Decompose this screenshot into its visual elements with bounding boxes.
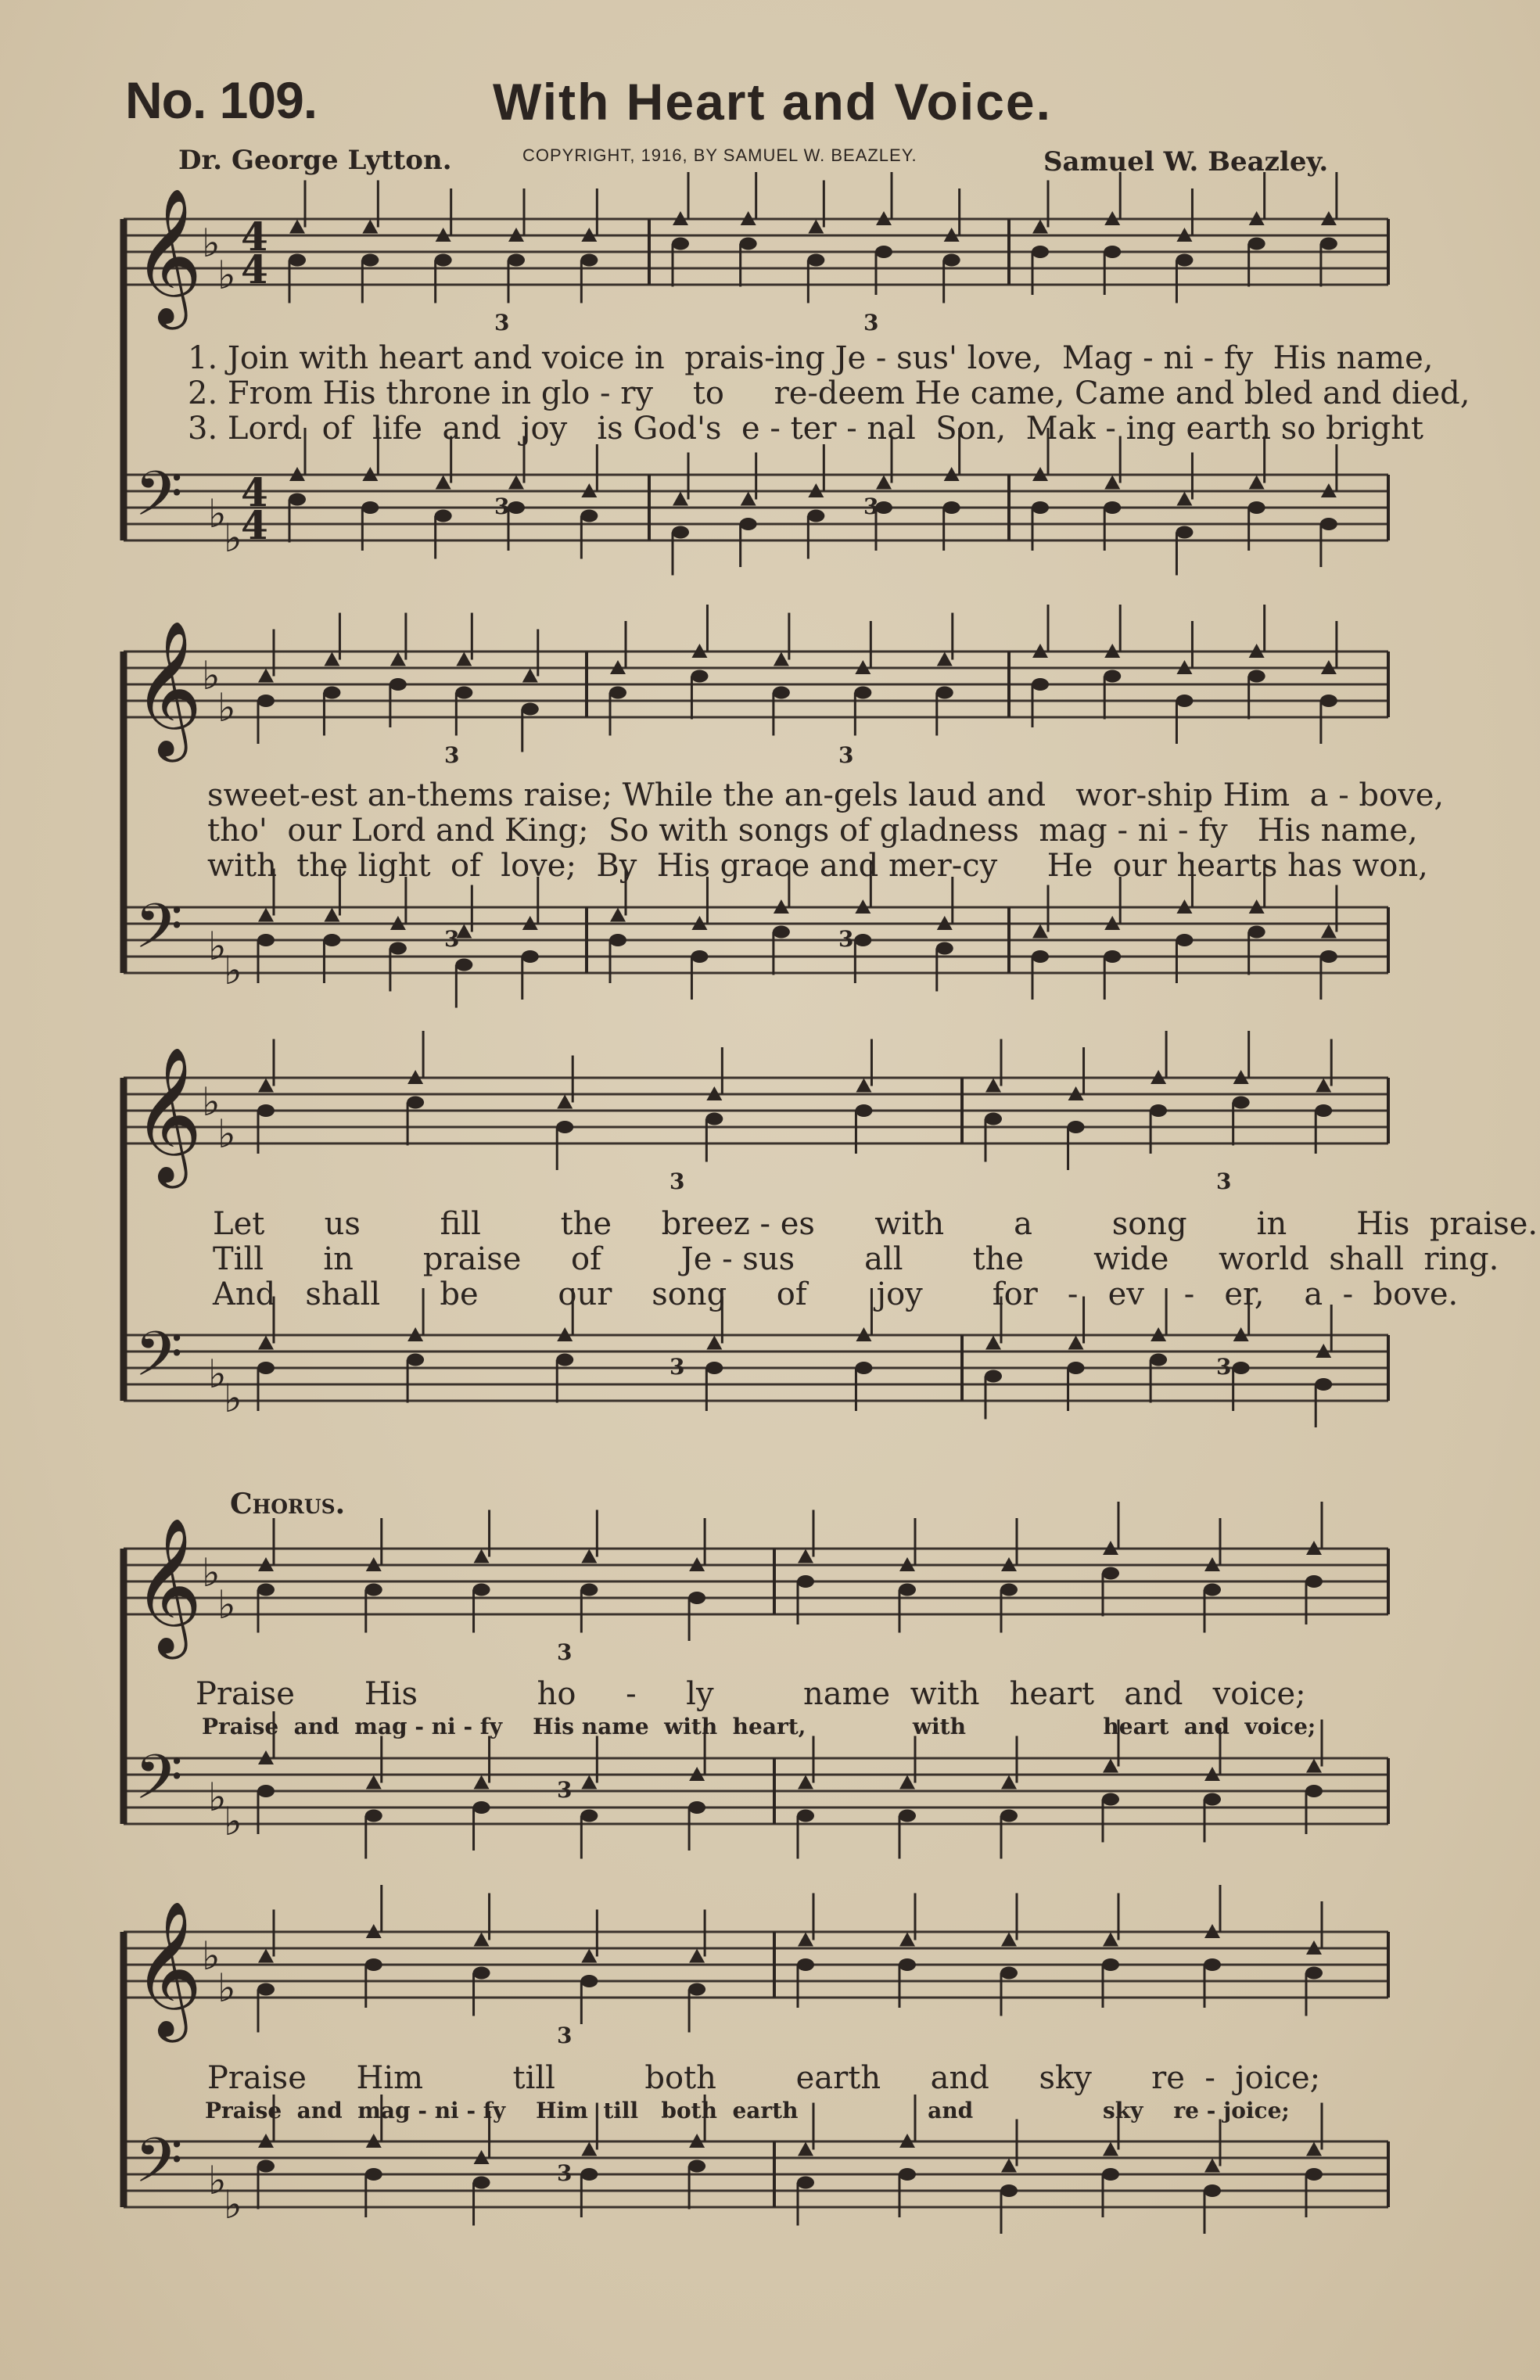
note-head [691,950,708,963]
note-head [474,1775,490,1789]
note-head [580,1810,598,1822]
note-head [508,254,525,267]
note-head [1306,2142,1322,2156]
flat-icon: ♭ [208,491,227,537]
note-head [937,652,953,666]
note-head [362,220,378,234]
flat-icon: ♭ [202,1550,221,1596]
note-head [855,1362,872,1374]
note-head [1103,1933,1118,1947]
note-head [1176,695,1193,707]
note-head [580,2168,598,2181]
note-head [1204,2159,1220,2173]
note-head [1102,2168,1119,2181]
note-head [774,652,789,666]
note-head [943,254,960,267]
note-head [1204,1584,1221,1596]
chorus-alt-lyric-line-2: Praise and mag - ni - fy Him till both earth and sky re - joice; [205,2098,1290,2123]
note-head [257,2160,275,2173]
note-head [899,1775,915,1789]
note-head [1176,492,1192,506]
note-head [324,652,339,666]
flat-icon: ♭ [224,2182,242,2227]
note-head [456,652,472,666]
note-head [856,1079,871,1093]
note-head [1104,476,1120,490]
note-head [1316,1079,1331,1093]
note-head [688,1592,705,1604]
bass-clef-icon: 𝄢 [135,1318,183,1405]
note-head [581,2142,597,2156]
note-head [875,246,892,258]
note-head [1104,670,1121,683]
note-head [580,1584,598,1596]
note-head [455,959,472,971]
bass-clef-icon: 𝄢 [135,458,183,545]
flat-icon: ♭ [224,948,242,993]
note-head [580,1975,598,1987]
note-head [1000,1967,1018,1980]
treble-clef-icon: 𝄞 [133,1517,203,1653]
note-head [581,1549,597,1563]
flat-icon: ♭ [208,1352,227,1397]
note-head [985,1336,1001,1350]
note-head [1176,526,1193,539]
note-head [474,1933,490,1947]
note-head [773,926,790,939]
note-head [1248,238,1265,250]
note-head [673,492,688,506]
note-head [985,1079,1001,1093]
note-head [522,950,539,963]
note-head [798,1549,813,1563]
composer-credit: Samuel W. Beazley. [1043,146,1329,178]
note-head [936,942,953,955]
note-head [407,1097,424,1109]
chorus-label: Chorus. [230,1488,346,1520]
note-head [672,526,689,539]
triplet-mark: 3 [557,1639,573,1665]
note-head [580,254,598,267]
note-head [1032,246,1049,258]
chorus-lyric-line-1: Praise His ho - ly name with heart and voice; [196,1676,1306,1712]
note-head [1000,1584,1018,1596]
note-head [1306,1759,1322,1773]
note-head [855,1104,872,1117]
note-head [473,1967,490,1980]
triplet-mark: 3 [863,310,879,336]
note-head [522,669,538,683]
note-head [257,1983,275,1996]
note-head [257,1362,275,1374]
verse-3-lyric-system-3: And shall be our song of joy for - ev - er, a - bove. [213,1276,1459,1312]
note-head [473,1801,490,1814]
treble-staff [124,219,1388,285]
note-head [672,238,689,250]
note-head [706,1336,722,1350]
bass-clef-icon: 𝄢 [135,1741,183,1829]
note-head [474,1549,490,1563]
note-head [323,934,340,946]
note-head [985,1113,1002,1125]
hymn-number: No. 109. [125,71,318,129]
note-head [508,476,524,490]
triplet-mark: 3 [838,926,854,952]
note-head [389,678,407,691]
note-head [899,2168,916,2181]
bass-time-signature-bottom: 4 [241,502,268,548]
note-head [323,687,340,699]
note-head [854,934,871,946]
verse-2-lyric-system-3: Till in praise of Je - sus all the wide world shall ring. [213,1241,1499,1277]
flat-icon: ♭ [224,515,242,561]
note-head [1032,220,1048,234]
note-head [1000,2184,1018,2197]
note-head [1204,1793,1221,1806]
note-head [610,908,626,922]
note-head [798,1933,813,1947]
note-head [1233,1097,1250,1109]
note-head [455,687,472,699]
note-head [609,687,626,699]
treble-clef-icon: 𝄞 [133,620,203,756]
note-head [876,476,892,490]
note-head [740,238,757,250]
note-head [1233,1362,1250,1374]
note-head [1001,1775,1017,1789]
verse-1-lyric-system-2: sweet-est an-thems raise; While the an-gels laud and wor-ship Him a - bove, [207,777,1445,813]
flat-icon: ♭ [224,1799,242,1844]
note-head [1150,1104,1167,1117]
note-head [1103,1759,1118,1773]
note-head [258,669,274,683]
triplet-mark: 3 [494,494,510,519]
treble-staff [124,1549,1388,1614]
note-head [258,908,274,922]
note-head [1068,1121,1085,1133]
bass-staff [124,2141,1388,2207]
note-head [705,1113,723,1125]
treble-time-signature-top: 4 [241,214,268,260]
verse-1-lyric-system-1: 1. Join with heart and voice in prais-ing Je - sus' love, Mag - ni - fy His name, [188,340,1434,376]
treble-clef-icon: 𝄞 [133,1046,203,1183]
flat-icon: ♭ [217,685,236,731]
note-head [324,908,339,922]
note-head [807,510,824,522]
note-head [1032,924,1048,939]
note-head [1001,2159,1017,2173]
note-head [389,942,407,955]
triplet-mark: 3 [669,1354,685,1380]
note-head [556,1121,573,1133]
note-head [1320,238,1337,250]
lyricist-credit: Dr. George Lytton. [178,145,452,176]
note-head [473,2177,490,2189]
note-head [899,1810,916,1822]
note-head [1315,1378,1332,1391]
note-head [289,220,305,234]
note-head [688,1983,705,1996]
verse-2-lyric-system-1: 2. From His throne in glo - ry to re-deem He came, Came and bled and died, [188,375,1470,411]
note-head [1305,2168,1323,2181]
note-head [390,652,406,666]
note-head [257,695,275,707]
note-head [899,1933,915,1947]
note-head [1068,1362,1085,1374]
bass-staff [124,1335,1388,1401]
triplet-mark: 3 [1216,1168,1232,1194]
bass-staff [124,1758,1388,1824]
note-head [1068,1336,1084,1350]
note-head [1032,678,1049,691]
note-head [1320,950,1337,963]
treble-clef-icon: 𝄞 [133,188,203,324]
triplet-mark: 3 [557,1777,573,1803]
note-head [407,1354,424,1366]
flat-icon: ♭ [217,1965,236,2011]
flat-icon: ♭ [208,1775,227,1820]
note-head [473,1584,490,1596]
triplet-mark: 3 [557,2023,573,2048]
verse-3-lyric-system-2: with the light of love; By His grace and mer-cy He our hearts has won, [207,848,1428,884]
note-head [1176,934,1193,946]
note-head [1204,1958,1221,1971]
note-head [1032,950,1049,963]
triplet-mark: 3 [863,494,879,519]
note-head [688,1801,705,1814]
verse-1-lyric-system-3: Let us fill the breez - es with a song in His praise. [213,1206,1538,1242]
note-head [361,501,379,514]
note-head [580,510,598,522]
note-head [808,220,824,234]
note-head [1305,1967,1323,1980]
note-head [556,1354,573,1366]
note-head [740,518,757,530]
note-head [1321,924,1337,939]
note-head [365,1584,382,1596]
flat-icon: ♭ [202,1933,221,1979]
note-head [257,934,275,946]
copyright-notice: COPYRIGHT, 1916, BY SAMUEL W. BEAZLEY. [522,145,917,165]
note-head [257,1584,275,1596]
note-head [435,510,452,522]
flat-icon: ♭ [217,253,236,298]
note-head [1248,926,1265,939]
note-head [557,1095,573,1109]
flat-icon: ♭ [202,221,221,266]
treble-staff [124,1932,1388,1998]
note-head [1000,1810,1018,1822]
note-head [1150,1354,1167,1366]
flat-icon: ♭ [208,924,227,969]
treble-clef-icon: 𝄞 [133,1901,203,2037]
note-head [435,254,452,267]
note-head [365,1958,382,1971]
note-head [797,1810,814,1822]
triplet-mark: 3 [1216,1354,1232,1380]
bass-time-signature-top: 4 [241,469,268,515]
note-head [1248,501,1265,514]
note-head [1176,254,1193,267]
note-head [854,687,871,699]
music-system-5 [124,1885,1388,2234]
note-head [609,934,626,946]
note-head [1001,1933,1017,1947]
note-head [773,687,790,699]
triplet-mark: 3 [669,1168,685,1194]
note-head [1320,695,1337,707]
note-head [289,494,306,506]
note-head [257,1104,275,1117]
flat-icon: ♭ [202,1079,221,1125]
note-head [899,1584,916,1596]
note-head [257,1785,275,1797]
note-head [1305,1575,1323,1588]
note-head [1102,1958,1119,1971]
note-head [689,1949,705,1963]
treble-staff [124,652,1388,717]
note-head [522,703,539,716]
bass-clef-icon: 𝄢 [135,890,183,978]
note-head [1102,1567,1119,1580]
note-head [258,1949,274,1963]
note-head [1032,501,1049,514]
note-head [1305,1785,1323,1797]
note-head [581,1775,597,1789]
note-head [361,254,379,267]
triplet-mark: 3 [557,2160,573,2186]
note-head [366,1775,382,1789]
note-head [798,1775,813,1789]
note-head [1104,501,1121,514]
triplet-mark: 3 [494,310,510,336]
chorus-lyric-line-2: Praise Him till both earth and sky re - joice; [207,2060,1321,2096]
note-head [1249,476,1265,490]
flat-icon: ♭ [217,1582,236,1628]
note-head [807,254,824,267]
treble-staff [124,1078,1388,1143]
flat-icon: ♭ [217,1111,236,1157]
note-head [899,1958,916,1971]
note-head [1104,950,1121,963]
note-head [797,2177,814,2189]
note-head [365,1810,382,1822]
note-head [436,476,451,490]
note-head [581,1949,597,1963]
chorus-alt-lyric-line-1: Praise and mag - ni - fy His name with heart, with heart and voice; [202,1714,1316,1739]
note-head [1315,1104,1332,1117]
triplet-mark: 3 [444,926,460,952]
note-head [1320,518,1337,530]
verse-2-lyric-system-2: tho' our Lord and King; So with songs of gladness mag - ni - fy His name, [207,813,1418,849]
note-head [797,1575,814,1588]
note-head [691,670,708,683]
triplet-mark: 3 [838,742,854,768]
note-head [1248,670,1265,683]
note-head [258,1079,274,1093]
note-head [365,2168,382,2181]
bass-staff [124,907,1388,973]
triplet-mark: 3 [444,742,460,768]
note-head [936,687,953,699]
hymn-title: With Heart and Voice. [493,73,1052,131]
note-head [1204,2184,1221,2197]
flat-icon: ♭ [208,2158,227,2203]
note-head [985,1370,1002,1383]
note-head [705,1362,723,1374]
flat-icon: ♭ [224,1376,242,1421]
note-head [688,2160,705,2173]
note-head [1104,246,1121,258]
note-head [798,2142,813,2156]
treble-time-signature-bottom: 4 [241,246,268,293]
note-head [258,1336,274,1350]
verse-3-lyric-system-1: 3. Lord of life and joy is God's e - ter - nal Son, Mak - ing earth so bright [188,411,1423,447]
note-head [943,501,960,514]
flat-icon: ♭ [202,653,221,698]
bass-clef-icon: 𝄢 [135,2124,183,2212]
note-head [1103,2142,1118,2156]
note-head [797,1958,814,1971]
note-head [289,254,306,267]
note-head [508,501,525,514]
note-head [1102,1793,1119,1806]
note-head [741,492,756,506]
